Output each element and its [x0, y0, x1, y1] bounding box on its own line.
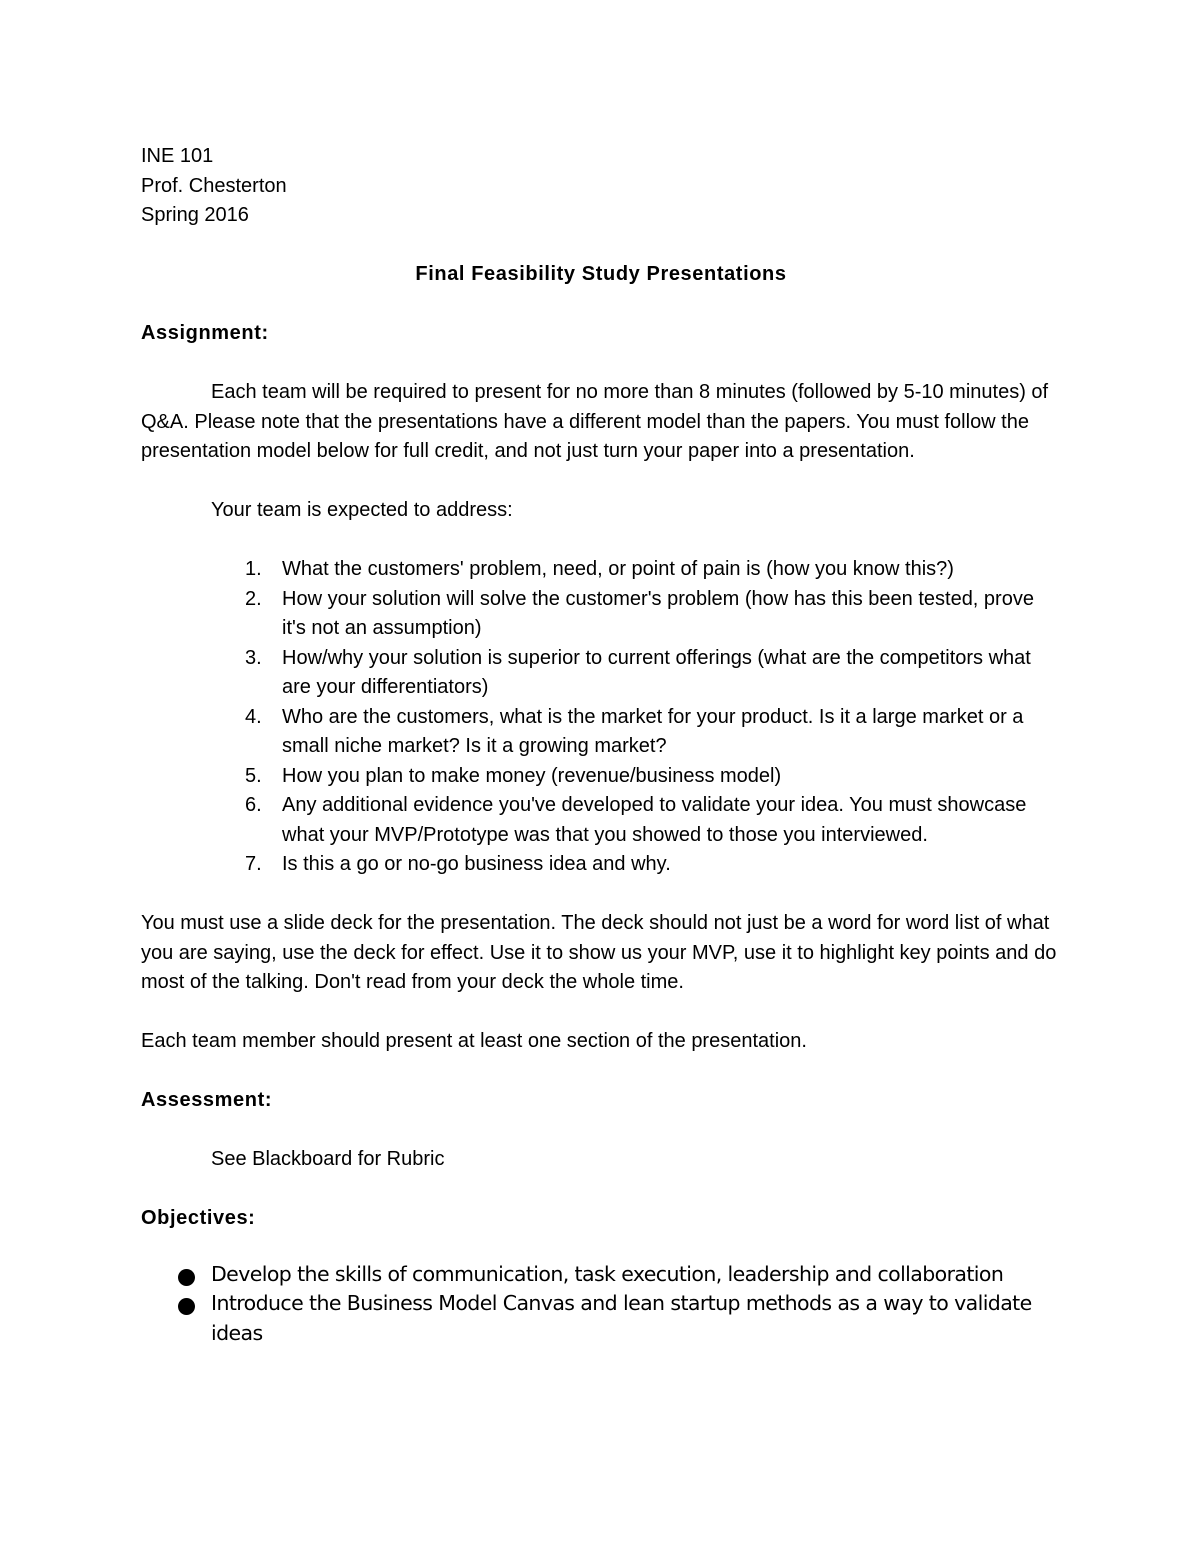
list-item-text: How/why your solution is superior to current offerings (what are the competitors what are your differentiators) — [282, 646, 1031, 698]
assignment-intro: Each team will be required to present for no more than 8 minutes (followed by 5-10 minutes) of Q&A. Please note that the presentations have a different model than the papers. You must follow the presentation model below for full credit, and not just turn your paper into a presentation. — [141, 381, 1049, 462]
term: Spring 2016 — [141, 204, 249, 226]
bullet-icon — [178, 1298, 195, 1315]
list-item — [141, 791, 1061, 850]
list-item-text: What the customers' problem, need, or point of pain is (how you know this?) — [282, 558, 954, 580]
list-number: 7. — [245, 853, 262, 875]
list-number: 1. — [245, 558, 262, 580]
list-number: 5. — [245, 764, 262, 787]
objective-text: Introduce the Business Model Canvas and lean startup methods as a way to validate ideas — [211, 1291, 1032, 1345]
list-item-text: Any additional evidence you've developed to validate your idea. You must showcase what your MVP/Prototype was that you showed to those you interviewed. — [282, 794, 1027, 846]
list-item — [141, 703, 1061, 762]
document-page — [141, 142, 1061, 1348]
list-item-text: Is this a go or no-go business idea and why. — [282, 853, 671, 875]
course-code: INE 101 — [141, 145, 214, 167]
objectives-list — [141, 1260, 1061, 1349]
list-item — [141, 1260, 1061, 1290]
list-item — [141, 1289, 1061, 1348]
list-number: 3. — [245, 646, 262, 669]
team-member-note: Each team member should present at least one section of the presentation. — [141, 1030, 807, 1052]
list-item — [141, 585, 1061, 644]
list-item — [141, 644, 1061, 703]
list-item — [141, 555, 1061, 585]
list-item — [141, 762, 1061, 792]
assignment-heading: Assignment: — [141, 322, 269, 344]
bullet-icon — [178, 1269, 195, 1286]
list-item-text: How you plan to make money (revenue/business model) — [282, 764, 782, 787]
requirements-list — [141, 555, 1061, 880]
list-item-text: How your solution will solve the customer's problem (how has this been tested, prove it's not an assumption) — [282, 587, 1034, 639]
assessment-text: See Blackboard for Rubric — [211, 1148, 445, 1170]
list-item — [141, 850, 1061, 880]
slide-deck-note: You must use a slide deck for the presentation. The deck should not just be a word for word list of what you are saying, use the deck for effect. Use it to show us your MVP, use it to highlight key points and do most of the talking. Don't read from your deck the whole time. — [141, 912, 1057, 993]
address-label: Your team is expected to address: — [211, 499, 513, 521]
objective-text: Develop the skills of communication, task execution, leadership and collaboration — [211, 1261, 1004, 1286]
objectives-heading: Objectives: — [141, 1207, 256, 1229]
list-number: 2. — [245, 587, 262, 610]
document-header — [141, 142, 1061, 231]
list-item-text: Who are the customers, what is the market for your product. Is it a large market or a small niche market? Is it a growing market? — [282, 705, 1024, 757]
assessment-heading: Assessment: — [141, 1089, 273, 1111]
professor-name: Prof. Chesterton — [141, 174, 287, 197]
list-number: 4. — [245, 705, 262, 728]
document-title: Final Feasibility Study Presentations — [415, 263, 787, 285]
list-number: 6. — [245, 794, 262, 816]
